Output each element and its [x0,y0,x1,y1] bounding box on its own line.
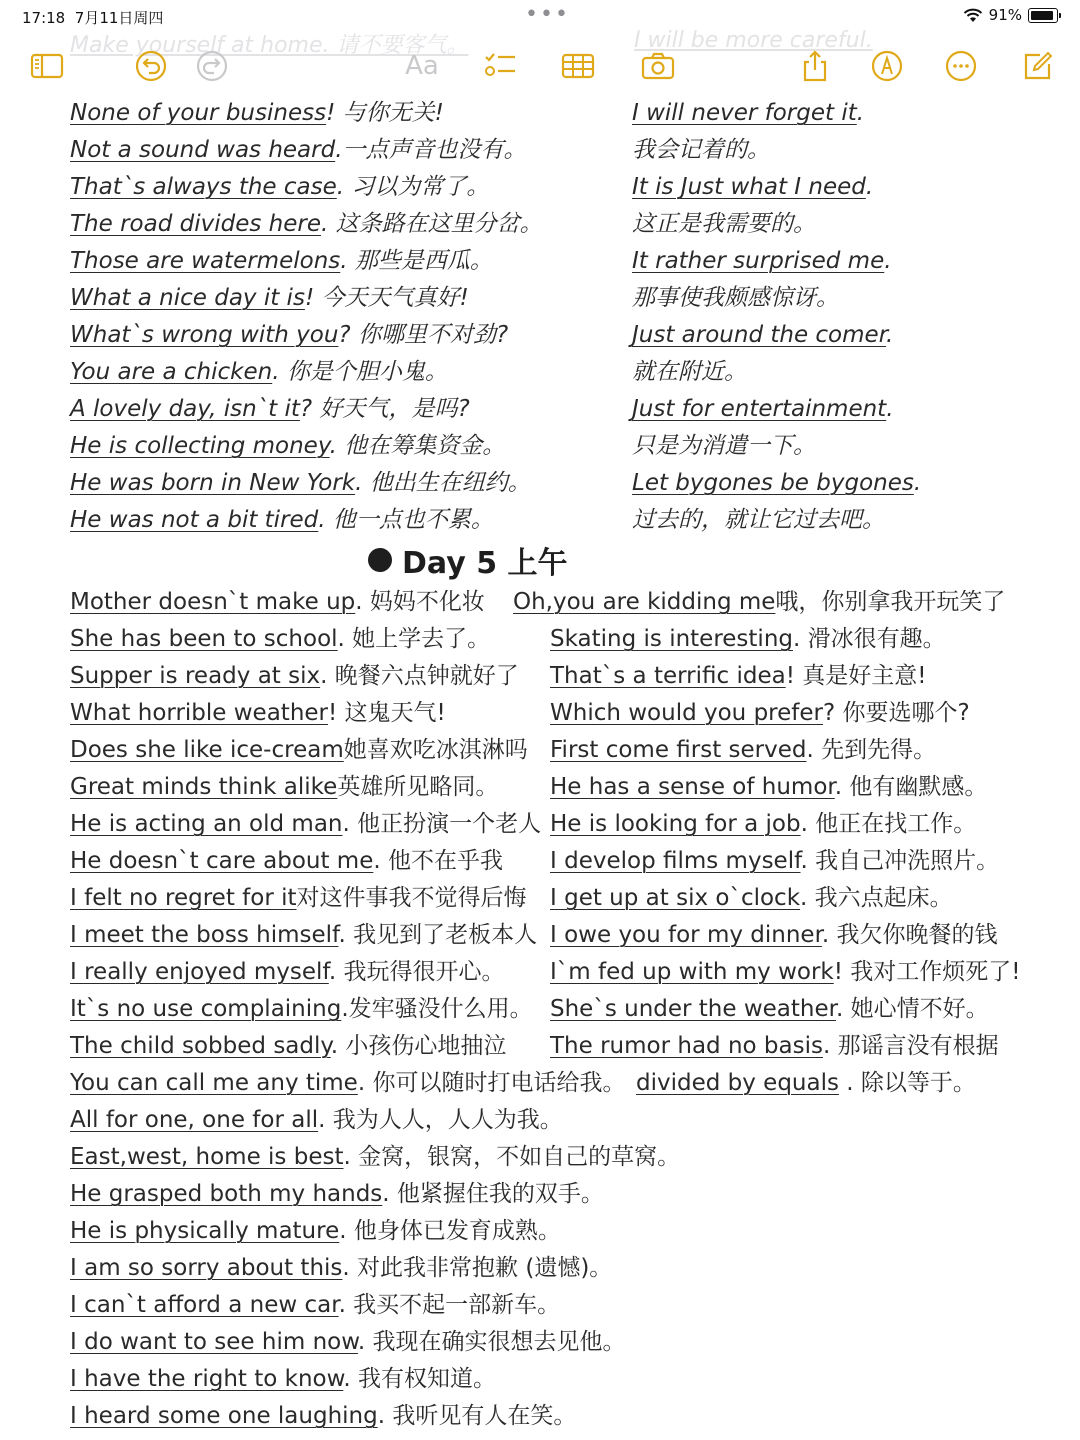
english-phrase: He is acting an old man [70,811,343,837]
chinese-translation: 就在附近。 [632,359,747,385]
chinese-translation: 那事使我颇感惊讶。 [632,285,839,311]
english-phrase: I do want to see him now [70,1329,358,1355]
english-phrase: That`s a terrific idea [550,663,786,689]
english-phrase: The road divides here [70,211,321,237]
chinese-translation: . 我为人人，人人为我。 [318,1107,563,1133]
phrase-line [550,735,936,765]
chinese-translation: . 他正在找工作。 [800,811,977,837]
english-phrase: He has a sense of humor [550,774,835,800]
chinese-translation: ! 真是好主意! [785,663,927,689]
phrase-line [70,1290,560,1320]
chinese-translation: . 我欠你晚餐的钱 [821,922,998,948]
phrase-line [632,357,747,387]
phrase-line [632,431,816,461]
chinese-translation: . 习以为常了。 [336,174,490,200]
chinese-translation: 对这件事我不觉得后悔 [296,885,527,911]
ghost-text-left: Make yourself at home. 请不要客气。 [70,33,469,58]
phrase-line [632,394,894,424]
phrase-line [70,772,498,802]
phrase-line [550,772,987,802]
phrase-line [550,957,1021,987]
chinese-translation: 英雄所见略同。 [337,774,499,800]
chinese-translation: . 你是个胆小鬼。 [272,359,448,385]
english-phrase: None of your business [70,100,327,126]
phrase-line [636,1068,976,1098]
phrase-line [550,920,998,950]
phrase-line [70,1364,496,1394]
chinese-translation: . [865,174,874,200]
phrase-line [70,468,531,498]
phrase-line [70,246,493,276]
phrase-line [70,883,527,913]
phrase-line [70,209,543,239]
chinese-translation: . 他在筹集资金。 [329,433,506,459]
english-phrase: She has been to school [70,626,338,652]
phrase-line [550,1031,999,1061]
phrase-line [70,135,527,165]
chinese-translation: . 晚餐六点钟就好了 [320,663,519,689]
day-heading-text: Day 5 上午 [402,546,568,581]
chinese-translation: . 他有幽默感。 [834,774,988,800]
phrase-line [70,283,469,313]
chinese-translation: . 金窝，银窝，不如自己的草窝。 [343,1144,681,1170]
chinese-translation: . 她心情不好。 [836,996,989,1022]
chinese-translation: . 他正扮演一个老人 [342,811,542,837]
phrase-line [70,994,533,1024]
chinese-translation: . 对此我非常抱歉 (遗憾)。 [342,1255,613,1281]
english-phrase: He is collecting money [70,433,330,459]
english-phrase: That`s always the case [70,174,337,200]
english-phrase: I have the right to know [70,1366,344,1392]
phrase-line [70,1031,506,1061]
english-phrase: Great minds think alike [70,774,338,800]
english-phrase: He doesn`t care about me [70,848,374,874]
phrase-line [632,505,885,535]
phrase-line [70,1401,576,1431]
english-phrase: He was not a bit tired [70,507,319,533]
english-phrase: I heard some one laughing [70,1403,378,1429]
english-phrase: Let bygones be bygones [632,470,914,496]
english-phrase: Just for entertainment [632,396,887,422]
chinese-translation: ? 你要选哪个? [822,700,970,726]
chinese-translation: . 我见到了老板本人 [338,922,538,948]
chinese-translation: 只是为消遣一下。 [632,433,816,459]
english-phrase: She`s under the weather [550,996,836,1022]
chinese-translation: ! 与你无关! [326,100,444,126]
english-phrase: East,west, home is best [70,1144,344,1170]
phrase-line [632,172,873,202]
chinese-translation: . 小孩伤心地抽泣 [330,1033,507,1059]
phrase-line [70,1068,625,1098]
chinese-translation: . [886,396,894,422]
phrase-line [632,468,921,498]
chinese-translation: . 我自己冲洗照片。 [800,848,1000,874]
chinese-translation: . [886,322,894,348]
phrase-line [550,846,999,876]
bullet-dot-icon [368,548,392,572]
english-phrase: I owe you for my dinner [550,922,822,948]
phrase-line [70,809,541,839]
english-phrase: Does she like ice-cream [70,737,344,763]
phrase-line [70,357,448,387]
english-phrase: Oh,you are kidding me [513,589,776,615]
phrase-line [70,1253,612,1283]
english-phrase: divided by equals [636,1070,839,1096]
chinese-translation: . 你可以随时打电话给我。 [357,1070,626,1096]
english-phrase: I will never forget it [632,100,857,126]
english-phrase: I can`t afford a new car [70,1292,339,1318]
chinese-translation: 过去的，就让它过去吧。 [632,507,885,533]
english-phrase: First come first served [550,737,807,763]
english-phrase: The rumor had no basis [550,1033,823,1059]
chinese-translation: . 妈妈不化妆 [355,589,485,615]
phrase-line [513,587,1005,617]
english-phrase: You can call me any time [70,1070,358,1096]
chinese-translation: . 我听见有人在笑。 [377,1403,577,1429]
chinese-translation: . 我买不起一部新车。 [338,1292,561,1318]
english-phrase: It`s no use complaining [70,996,342,1022]
chinese-translation: . 我玩得很开心。 [328,959,505,985]
chinese-translation: . 他紧握住我的双手。 [382,1181,604,1207]
chinese-translation: ! 我对工作烦死了! [833,959,1021,985]
phrase-line [70,846,503,876]
multitask-dots-icon[interactable]: ••• [525,2,570,27]
phrase-line [70,1216,561,1246]
chinese-translation: . 那些是西瓜。 [340,248,493,274]
english-phrase: Skating is interesting [550,626,793,652]
english-phrase: I`m fed up with my work [550,959,834,985]
chinese-translation: . [884,248,892,274]
phrase-line [70,1105,563,1135]
english-phrase: I get up at six o`clock [550,885,801,911]
english-phrase: Not a sound was heard [70,137,336,163]
english-phrase: Mother doesn`t make up [70,589,356,615]
english-phrase: A lovely day, isn`t it [70,396,300,422]
phrase-line [70,1179,604,1209]
english-phrase: It rather surprised me [632,248,885,274]
chinese-translation: 哦，你别拿我开玩笑了 [775,589,1006,615]
english-phrase: All for one, one for all [70,1107,319,1133]
english-phrase: I develop films myself [550,848,801,874]
english-phrase: I am so sorry about this [70,1255,343,1281]
english-phrase: It is Just what I need [632,174,866,200]
phrase-line [70,172,489,202]
chinese-translation: . 他不在乎我 [373,848,503,874]
chinese-translation: . 我有权知道。 [343,1366,496,1392]
chinese-translation: . 她上学去了。 [337,626,491,652]
phrase-line [70,920,537,950]
chinese-translation: . 他一点也不累。 [318,507,494,533]
english-phrase: Which would you prefer [550,700,823,726]
phrase-line [70,431,505,461]
chinese-translation: . 除以等于。 [838,1070,976,1096]
english-phrase: I really enjoyed myself [70,959,329,985]
phrase-line [70,624,490,654]
phrase-line [70,698,446,728]
english-phrase: He grasped both my hands [70,1181,383,1207]
english-phrase: He is looking for a job [550,811,801,837]
day-heading [368,538,568,582]
battery-percent: 91% [988,6,1022,24]
phrase-line [550,698,970,728]
chinese-translation: . 先到先得。 [806,737,937,763]
english-phrase: I felt no regret for it [70,885,297,911]
chinese-translation: .一点声音也没有。 [335,137,527,163]
phrase-line [70,661,519,691]
english-phrase: He was born in New York [70,470,356,496]
chinese-translation: ! 这鬼天气! [328,700,446,726]
english-phrase: What horrible weather [70,700,328,726]
chinese-translation: ? 好天气，是吗? [299,396,470,422]
text-format-button[interactable]: Aa [405,51,439,81]
english-phrase: Just around the comer [632,322,887,348]
phrase-line [550,809,976,839]
phrase-line [632,135,770,165]
phrase-line [70,735,528,765]
chinese-translation: ! 今天天气真好! [304,285,469,311]
phrase-line [70,505,494,535]
chinese-translation: 她喜欢吃冰淇淋吗 [343,737,528,763]
phrase-line [632,320,893,350]
phrase-line [550,994,989,1024]
chinese-translation: . [913,470,922,496]
english-phrase: He is physically mature [70,1218,340,1244]
phrase-line [632,283,839,313]
ghost-text-right: I will be more careful. [634,28,873,53]
english-phrase: I meet the boss himself [70,922,339,948]
phrase-line [550,661,926,691]
phrase-line [70,394,470,424]
english-phrase: What`s wrong with you [70,322,339,348]
chinese-translation: . 滑冰很有趣。 [793,626,946,652]
english-phrase: Supper is ready at six [70,663,321,689]
english-phrase: Those are watermelons [70,248,341,274]
chinese-translation: . 我现在确实很想去见他。 [357,1329,626,1355]
phrase-line [632,246,892,276]
phrase-line [70,957,504,987]
chinese-translation: .发牢骚没什么用。 [341,996,533,1022]
chinese-translation: . [856,100,865,126]
chinese-translation: . 我六点起床。 [800,885,953,911]
chinese-translation: . 他出生在纽约。 [355,470,531,496]
phrase-line [70,1327,626,1357]
chinese-translation: 这正是我需要的。 [632,211,816,237]
chinese-translation: . 这条路在这里分岔。 [321,211,543,237]
status-time: 17:18 7月11日周四 [22,9,164,27]
phrase-line [70,587,485,617]
phrase-line [70,98,444,128]
english-phrase: You are a chicken [70,359,273,385]
english-phrase: The child sobbed sadly [70,1033,331,1059]
chinese-translation: 我会记着的。 [632,137,770,163]
phrase-line [70,1142,680,1172]
phrase-line [70,320,508,350]
phrase-line [550,883,953,913]
english-phrase: What a nice day it is [70,285,305,311]
chinese-translation: . 他身体已发育成熟。 [339,1218,561,1244]
chinese-translation: ? 你哪里不对劲? [338,322,509,348]
chinese-translation: . 那谣言没有根据 [822,1033,999,1059]
phrase-line [632,98,864,128]
phrase-line [550,624,946,654]
phrase-line [632,209,816,239]
